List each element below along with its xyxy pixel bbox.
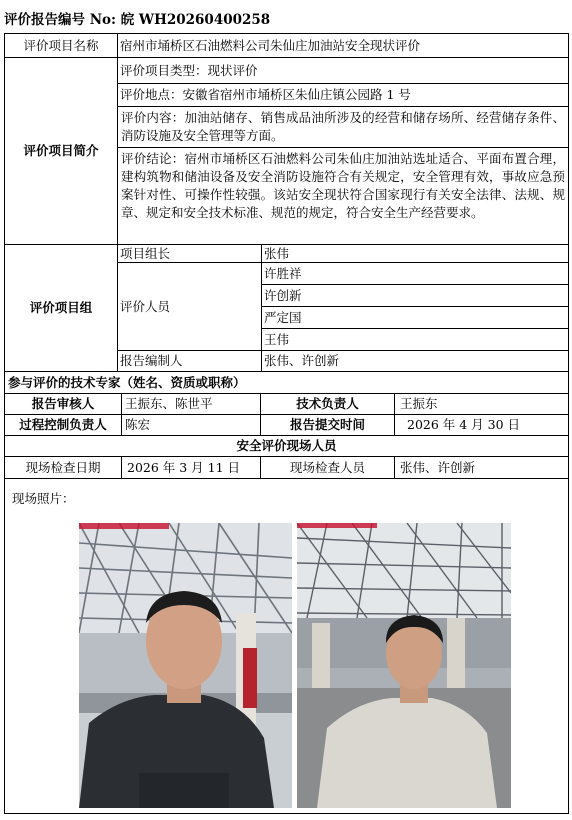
process-control-label: 过程控制负责人: [19, 417, 107, 432]
report-number: [4, 8, 270, 28]
team-members-label: 评价人员: [120, 298, 171, 314]
site-date-label: 现场检查日期: [25, 459, 101, 475]
site-people: 张伟、许创新: [400, 459, 476, 475]
tech-lead-label: 技术负责人: [296, 396, 359, 411]
report-number-label: 评价报告编号 No:: [4, 12, 117, 28]
site-date: 2026 年 3 月 11 日: [127, 459, 241, 475]
site-title: 安全评价现场人员: [236, 438, 337, 453]
team-member: 严定国: [264, 309, 302, 325]
submit-time: 2026 年 4 月 30 日: [407, 417, 521, 432]
site-photo-1: [79, 523, 292, 808]
team-leader-label: 项目组长: [120, 245, 171, 261]
team-member: 许创新: [264, 287, 302, 303]
team-writer-label: 报告编制人: [120, 353, 183, 368]
intro-conclusion: 评价结论：宿州市埇桥区石油燃料公司朱仙庄加油站选址适合、平面布置合理，建构筑物和储油设备及安全消防设施符合有关规定，安全管理有效，事故应急预案针对性、可操作性较强。该站安全现状符合国家现行有关安全法律、法规、规章、规定和安全技术标准、规范的规定，符合安全生产经营要求。: [121, 151, 565, 220]
team-member: 王伟: [264, 331, 290, 347]
experts-title: 参与评价的技术专家（姓名、资质或职称）: [8, 374, 246, 390]
intro-label: 评价项目简介: [23, 143, 99, 158]
site-photo-2: [297, 523, 511, 808]
site-photos-label: 现场照片：: [12, 491, 75, 506]
report-number-value: 皖 WH20260400258: [120, 12, 271, 28]
team-writers: 张伟、许创新: [264, 353, 340, 368]
reviewer-label: 报告审核人: [31, 396, 95, 411]
intro-type: 评价项目类型：现状评价: [120, 62, 258, 78]
submit-time-label: 报告提交时间: [289, 417, 365, 432]
reviewers: 王振东、陈世平: [125, 396, 213, 411]
process-control: 陈宏: [125, 417, 151, 432]
site-people-label: 现场检查人员: [289, 459, 365, 475]
intro-content: 评价内容：加油站储存、销售成品油所涉及的经营和储存场所、经营储存条件、消防设施及安全管理等方面。: [121, 110, 565, 143]
project-name-value: 宿州市埇桥区石油燃料公司朱仙庄加油站安全现状评价: [120, 37, 421, 53]
intro-location: 评价地点：安徽省宿州市埇桥区朱仙庄镇公园路 1 号: [120, 87, 411, 102]
project-name-label: 评价项目名称: [23, 37, 99, 53]
team-label: 评价项目组: [29, 300, 93, 315]
team-member: 许胜祥: [264, 265, 302, 281]
team-leader: 张伟: [264, 245, 290, 261]
tech-lead: 王振东: [400, 396, 438, 411]
